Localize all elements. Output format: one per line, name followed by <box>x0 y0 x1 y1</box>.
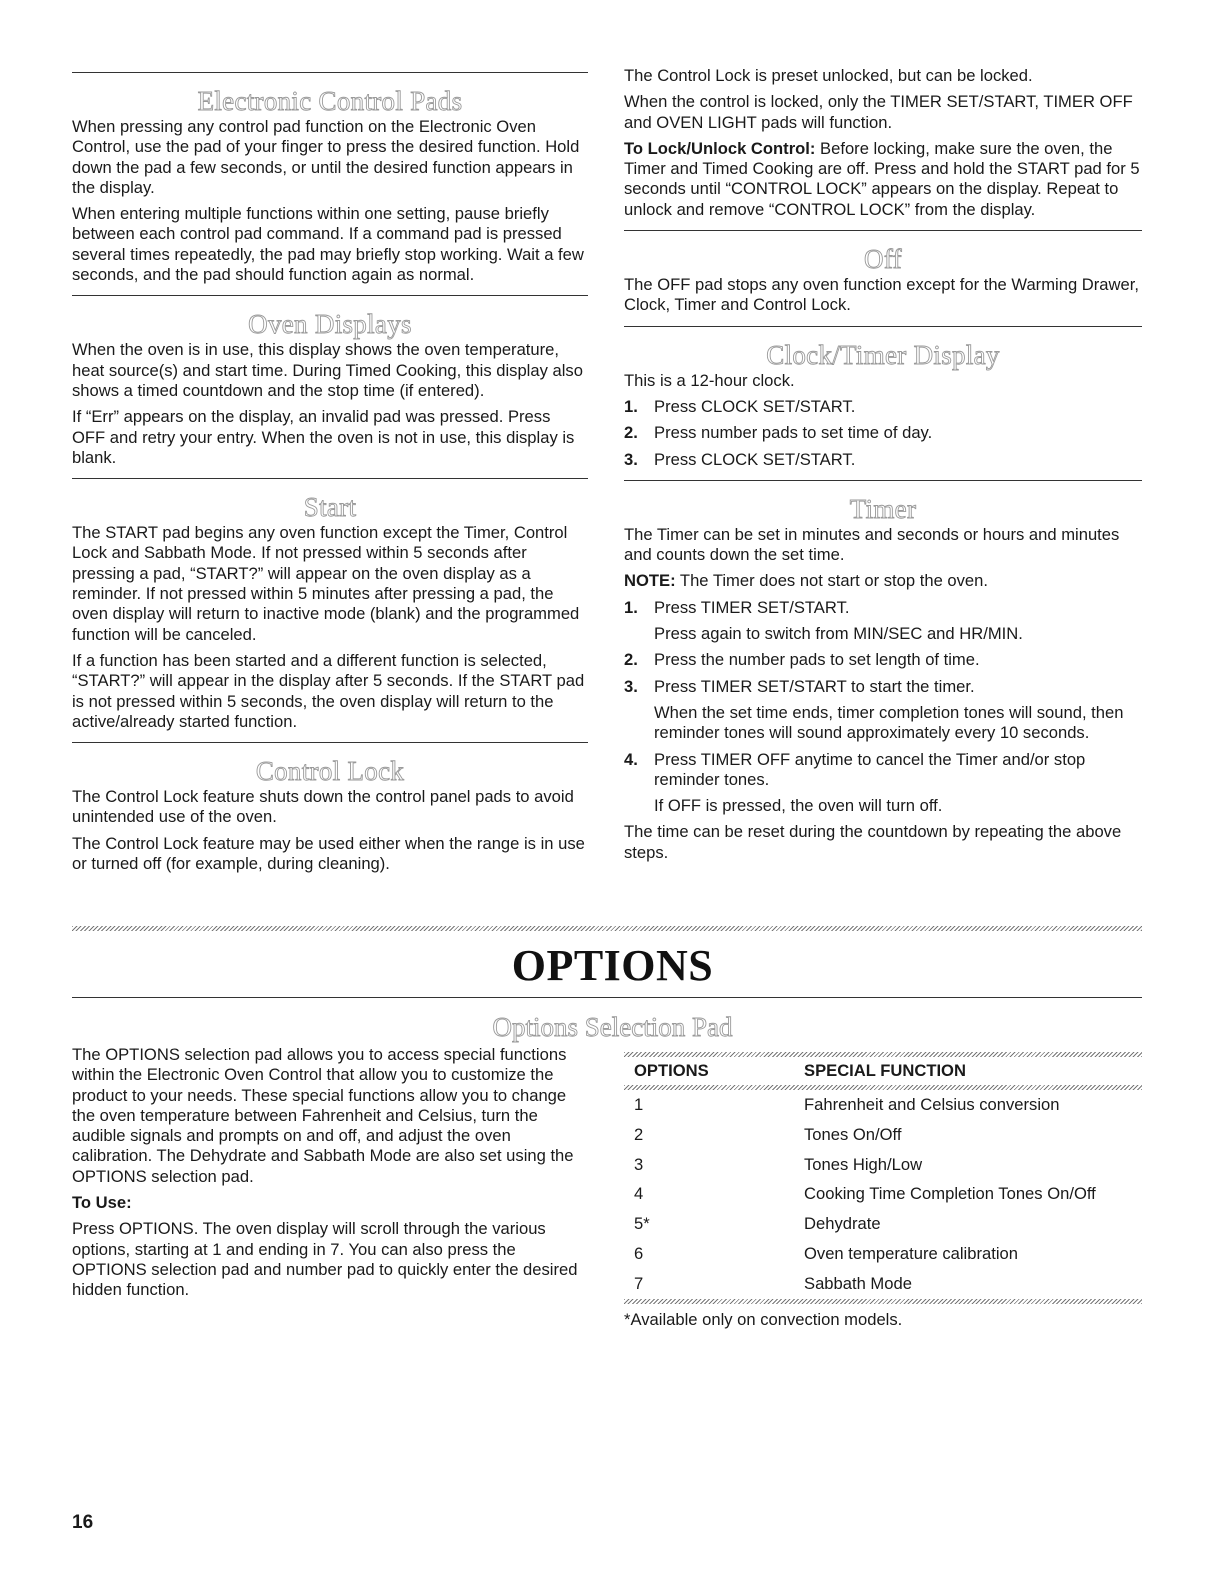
option-function: Fahrenheit and Celsius conversion <box>804 1095 1060 1114</box>
table-row <box>624 1150 1142 1180</box>
table-row <box>624 1179 1142 1209</box>
timer-steps-list <box>624 598 1142 817</box>
paragraph: The Control Lock feature may be used either when the range is in use or turned off (for example, during cleaning). <box>72 833 585 874</box>
option-number: 7 <box>634 1273 644 1293</box>
paragraph: The OFF pad stops any oven function except for the Warming Drawer, Clock, Timer and Control Lock. <box>624 275 1139 315</box>
step-subtext: If OFF is pressed, the oven will turn off. <box>654 796 943 816</box>
note-label: NOTE: <box>624 571 676 591</box>
list-item <box>624 598 1142 645</box>
section-divider <box>624 230 1142 231</box>
column-header: SPECIAL FUNCTION <box>804 1061 966 1080</box>
heading-electronic-control-pads: Electronic Control Pads <box>197 86 463 116</box>
paragraph: The START pad begins any oven function except the Timer, Control Lock and Sabbath Mode. If not pressed within 5 seconds after pressing a pad, “START?” will appear on the oven display as a reminder. If not pressed within 5 minutes after pressing a pad, the oven display will return to inactive mode (blank) and the programmed function will be canceled. <box>72 523 580 644</box>
step-text: Press the number pads to set length of time. <box>654 650 980 670</box>
step-text: Press TIMER OFF anytime to cancel the Timer and/or stop reminder tones. <box>654 749 1086 789</box>
step-text: Press CLOCK SET/START. <box>654 396 856 416</box>
step-number: 1. <box>624 396 638 416</box>
step-number: 4. <box>624 749 638 769</box>
paragraph: The time can be reset during the countdown by repeating the above steps. <box>624 822 1122 862</box>
list-item <box>624 450 1142 470</box>
section-divider <box>72 742 588 743</box>
table-header-row <box>624 1057 1142 1085</box>
paragraph: The OPTIONS selection pad allows you to access special functions within the Electronic Oven Control that allow you to customize the product to your needs. These special functions allow you to change the oven temperature between Fahrenheit and Celsius, turn the audible signals and prompts on and off, and adjust the oven calibration. The Dehydrate and Sabbath Mode are also set using the OPTIONS selection pad. <box>72 1045 574 1186</box>
table-row <box>624 1120 1142 1150</box>
option-number: 5* <box>634 1214 650 1234</box>
page-number: 16 <box>72 1512 94 1533</box>
bold-label: To Use: <box>72 1193 132 1213</box>
option-number: 6 <box>634 1243 644 1263</box>
step-subtext: Press again to switch from MIN/SEC and HR/MIN. <box>654 624 1023 644</box>
list-item <box>624 677 1142 744</box>
step-number: 2. <box>624 650 638 670</box>
step-text: Press TIMER SET/START to start the timer. <box>654 676 975 696</box>
clock-steps-list <box>624 397 1142 470</box>
table-bottom-border <box>624 1299 1142 1304</box>
inline-text: Before locking, make sure the oven, the Timer and Timed Cooking are off. Press and hold the START pad for 5 seconds until “CONTROL LOCK” appears on the display. Repeat to unlock and remove “CONTROL LOCK” from the display. <box>624 138 1140 219</box>
section-divider <box>72 478 588 479</box>
section-divider <box>624 480 1142 481</box>
to-use-label <box>72 1193 588 1213</box>
paragraph: The Control Lock feature shuts down the control panel pads to avoid unintended use of the oven. <box>72 787 574 827</box>
option-function: Dehydrate <box>804 1214 881 1234</box>
table-row <box>624 1269 1142 1299</box>
step-number: 1. <box>624 597 638 617</box>
paragraph: If a function has been started and a different function is selected, “START?” will appear in the display after 5 seconds. If the START pad is not pressed within 5 seconds, the oven display will return to the active/already started function. <box>72 650 585 731</box>
option-function: Tones On/Off <box>804 1124 902 1144</box>
table-footnote: *Available only on convection models. <box>624 1309 903 1329</box>
paragraph: The Control Lock is preset unlocked, but can be locked. <box>624 66 1033 85</box>
left-column <box>72 60 588 880</box>
step-number: 2. <box>624 423 638 443</box>
option-function: Oven temperature calibration <box>804 1243 1018 1263</box>
step-subtext: When the set time ends, timer completion tones will sound, then reminder tones will sound approximately every 10 seconds. <box>654 702 1124 743</box>
hatched-separator <box>72 926 1142 931</box>
paragraph <box>624 139 1142 220</box>
section-divider <box>72 72 588 73</box>
options-text <box>72 1045 588 1307</box>
options-table-block <box>624 1052 1142 1336</box>
option-function: Cooking Time Completion Tones On/Off <box>804 1184 1096 1204</box>
step-text: Press number pads to set time of day. <box>654 423 933 443</box>
heading-clock-timer-display: Clock/Timer Display <box>766 339 1000 370</box>
option-number: 2 <box>634 1124 644 1144</box>
paragraph: When pressing any control pad function on the Electronic Oven Control, use the pad of your finger to press the desired function. Hold down the pad a few seconds, or until the desired function appears in the display. <box>72 117 580 197</box>
section-divider <box>72 295 588 296</box>
heading-timer: Timer <box>849 493 917 524</box>
step-number: 3. <box>624 676 638 696</box>
paragraph <box>624 571 1142 591</box>
step-number: 3. <box>624 449 638 469</box>
table-row <box>624 1090 1142 1120</box>
heading-off: Off <box>864 244 902 275</box>
step-text: Press CLOCK SET/START. <box>654 449 856 469</box>
heading-options-selection-pad: Options Selection Pad <box>492 1012 733 1042</box>
paragraph: If “Err” appears on the display, an invalid pad was pressed. Press OFF and retry your entry. When the oven is not in use, this display is blank. <box>72 407 575 467</box>
inline-label: To Lock/Unlock Control: <box>624 138 816 158</box>
heading-oven-displays: Oven Displays <box>248 309 412 340</box>
paragraph: The Timer can be set in minutes and seconds or hours and minutes and counts down the set time. <box>624 524 1120 565</box>
paragraph: When entering multiple functions within one setting, pause briefly between each control pad command. If a command pad is pressed several times repeatedly, the pad may briefly stop working. Wait a few seconds, and the pad should function again as normal. <box>72 204 584 285</box>
options-table-body <box>624 1090 1142 1299</box>
table-row <box>624 1239 1142 1269</box>
column-header: OPTIONS <box>634 1061 709 1080</box>
section-divider <box>624 326 1142 327</box>
right-column <box>624 66 1142 869</box>
list-item <box>624 650 1142 670</box>
list-item <box>624 750 1142 817</box>
heading-start: Start <box>303 492 357 523</box>
step-text: Press TIMER SET/START. <box>654 597 850 617</box>
option-function: Sabbath Mode <box>804 1273 912 1293</box>
list-item <box>624 423 1142 443</box>
option-number: 3 <box>634 1154 644 1174</box>
section-divider <box>72 997 1142 998</box>
option-function: Tones High/Low <box>804 1154 923 1174</box>
list-item <box>624 397 1142 417</box>
paragraph: When the control is locked, only the TIMER SET/START, TIMER OFF and OVEN LIGHT pads will function. <box>624 92 1133 132</box>
heading-control-lock: Control Lock <box>255 756 405 787</box>
option-number: 4 <box>634 1184 644 1204</box>
note-text: The Timer does not start or stop the oven. <box>675 571 988 591</box>
paragraph: When the oven is in use, this display shows the oven temperature, heat source(s) and start time. During Timed Cooking, this display also shows a timed countdown and the stop time (if entered). <box>72 340 583 400</box>
table-row <box>624 1209 1142 1239</box>
options-table <box>624 1057 1142 1085</box>
options-title: OPTIONS <box>511 941 714 990</box>
paragraph: This is a 12-hour clock. <box>624 370 795 390</box>
option-number: 1 <box>634 1095 644 1114</box>
paragraph: Press OPTIONS. The oven display will scroll through the various options, starting at 1 and ending in 7. You can also press the OPTIONS selection pad and number pad to quickly enter the desired hidden function. <box>72 1219 578 1300</box>
